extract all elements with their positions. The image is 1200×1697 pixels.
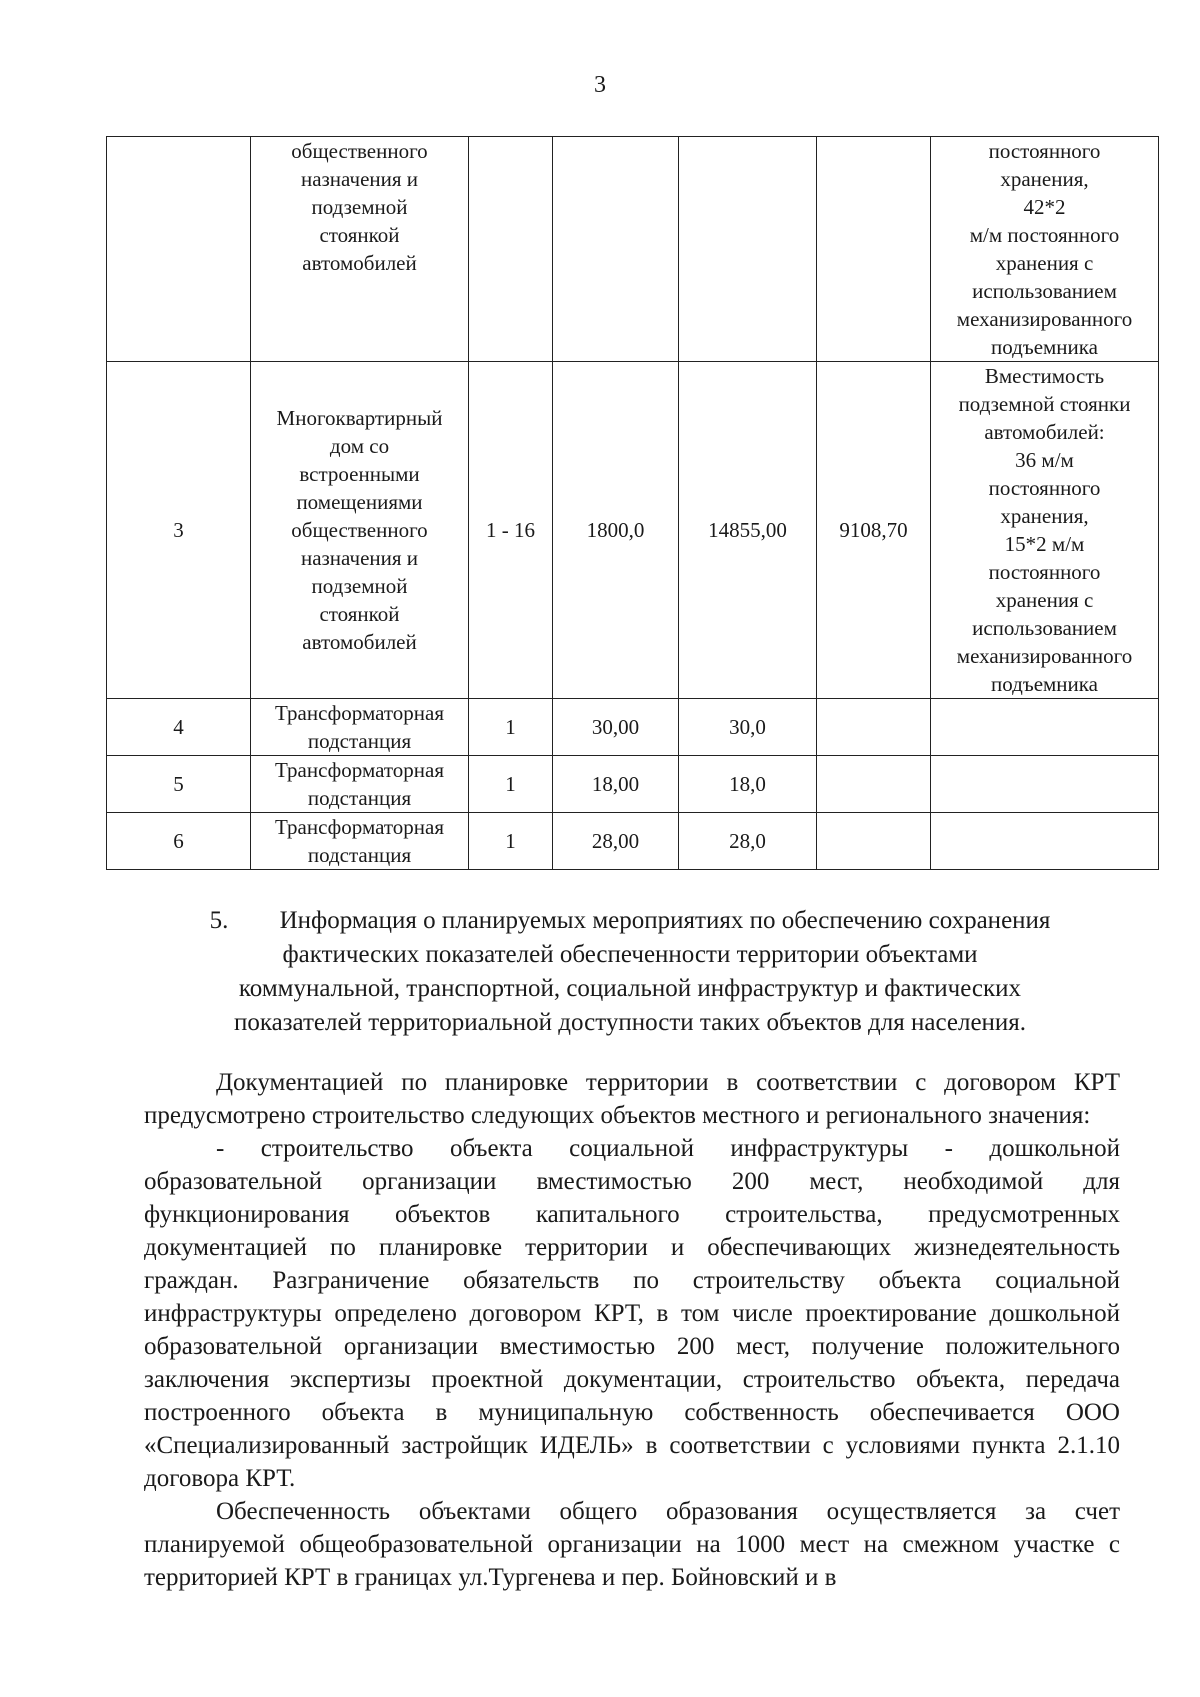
cell-area-2 <box>679 137 817 362</box>
cell-note <box>931 699 1159 756</box>
cell-floors: 1 - 16 <box>469 362 553 699</box>
paragraph: Обеспеченность объектами общего образования осуществляется за счет планируемой общеобразовательной организации на 1000 мест на смежном участке с территорией КРТ в границах ул.Тургенева и пер. Бойновский и в <box>144 1498 1120 1591</box>
cell-area-2: 14855,00 <box>679 362 817 699</box>
cell-num: 3 <box>107 362 251 699</box>
cell-area-3 <box>817 813 931 870</box>
cell-area-1: 1800,0 <box>553 362 679 699</box>
cell-area-3: 9108,70 <box>817 362 931 699</box>
cell-area-2: 28,0 <box>679 813 817 870</box>
cell-floors: 1 <box>469 756 553 813</box>
cell-area-3 <box>817 756 931 813</box>
paragraph: - строительство объекта социальной инфраструктуры - дошкольной образовательной организации вместимостью 200 мест, необходимой для функционирования объектов капитального строительства, предусмотренных документацией по планировке территории и обеспечивающих жизнедеятельность граждан. Разграничение обязательств по строительству объекта социальной инфраструктуры определено договором КРТ, в том числе проектирование дошкольной образовательной организации вместимостью 200 мест, получение положительного заключения экспертизы проектной документации, строительство объекта, передача построенного объекта в муниципальную собственность обеспечивается ООО «Специализированный застройщик ИДЕЛЬ» в соответствии с условиями пункта 2.1.10 договора КРТ. <box>144 1135 1120 1492</box>
cell-object-name: Трансформаторная подстанция <box>251 699 469 756</box>
cell-area-1: 28,00 <box>553 813 679 870</box>
cell-floors: 1 <box>469 813 553 870</box>
cell-note: Вместимость подземной стоянки автомобилей: 36 м/м постоянного хранения, 15*2 м/м постоянного хранения с использованием механизированного подъемника <box>931 362 1159 699</box>
paragraph: Документацией по планировке территории в соответствии с договором КРТ предусмотрено строительство следующих объектов местного и регионального значения: <box>144 1069 1120 1129</box>
table-row <box>107 813 1159 870</box>
table-row <box>107 362 1159 699</box>
cell-area-1: 18,00 <box>553 756 679 813</box>
cell-object-name: Трансформаторная подстанция <box>251 813 469 870</box>
table-row <box>107 756 1159 813</box>
cell-area-2: 30,0 <box>679 699 817 756</box>
section-heading: 5. Информация о планируемых мероприятиях по обеспечению сохранения фактических показателей обеспеченности территории объектами коммунальной, транспортной, социальной инфраструктур и фактических показателей территориальной доступности таких объектов для населения. <box>140 904 1120 1040</box>
cell-area-1: 30,00 <box>553 699 679 756</box>
cell-num: 6 <box>107 813 251 870</box>
cell-area-2: 18,0 <box>679 756 817 813</box>
objects-table <box>106 136 1159 870</box>
cell-num <box>107 137 251 362</box>
body-text <box>144 1066 1120 1594</box>
cell-floors <box>469 137 553 362</box>
cell-num: 4 <box>107 699 251 756</box>
cell-area-3 <box>817 137 931 362</box>
cell-object-name: общественного назначения и подземной стоянкой автомобилей <box>251 137 469 362</box>
page-number: 3 <box>594 72 606 98</box>
cell-num: 5 <box>107 756 251 813</box>
cell-object-name: Многоквартирный дом со встроенными помещениями общественного назначения и подземной стоянкой автомобилей <box>251 362 469 699</box>
cell-area-3 <box>817 699 931 756</box>
cell-object-name: Трансформаторная подстанция <box>251 756 469 813</box>
section-5 <box>140 904 1120 1040</box>
cell-note <box>931 756 1159 813</box>
table-row <box>107 699 1159 756</box>
cell-area-1 <box>553 137 679 362</box>
cell-note: постоянного хранения, 42*2 м/м постоянного хранения с использованием механизированного подъемника <box>931 137 1159 362</box>
cell-floors: 1 <box>469 699 553 756</box>
table-row <box>107 137 1159 362</box>
cell-note <box>931 813 1159 870</box>
section-number: 5. <box>209 907 229 934</box>
